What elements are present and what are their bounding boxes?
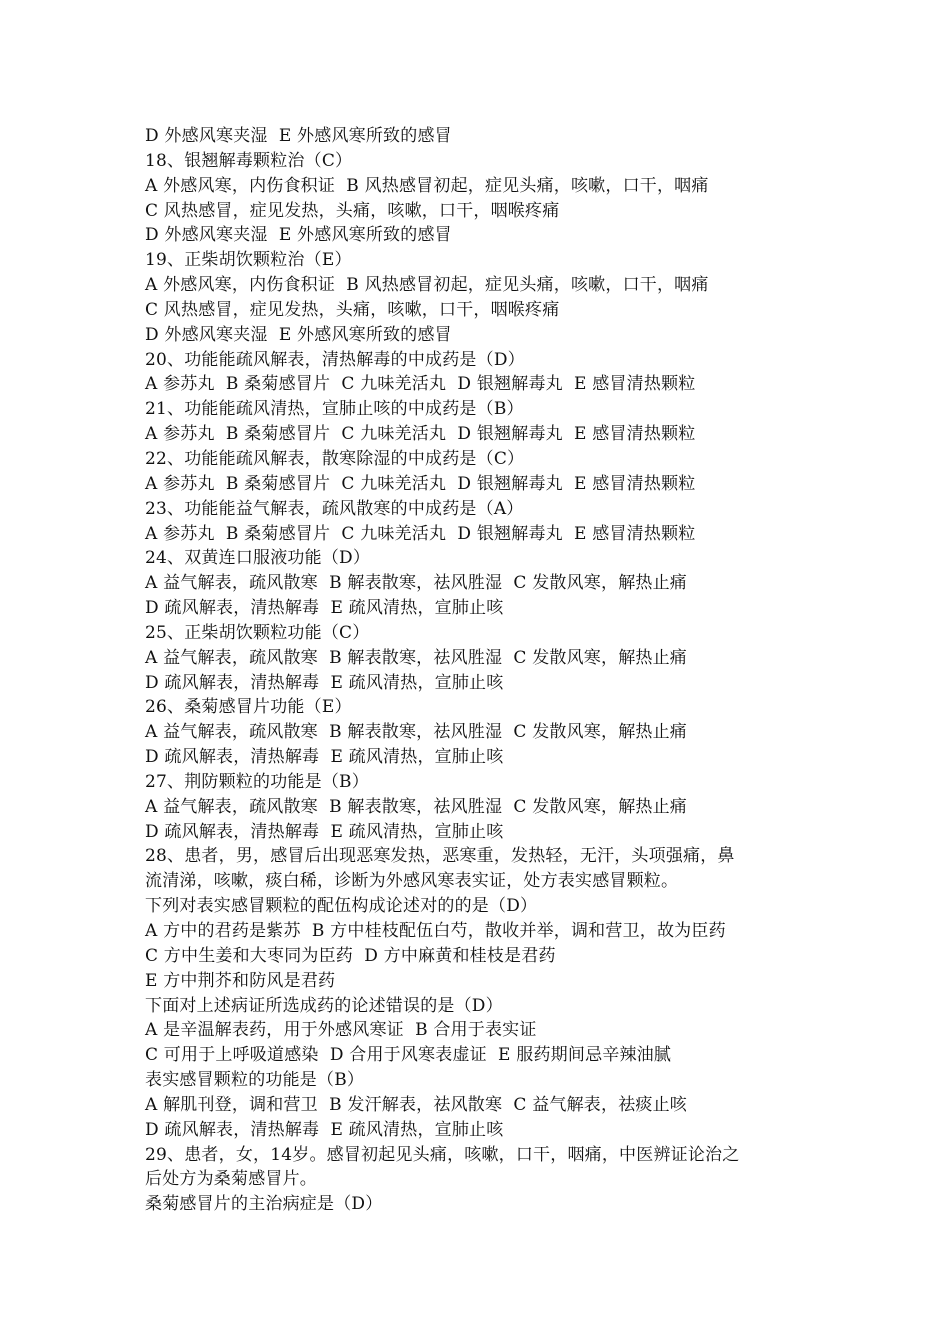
answer-options: A 外感风寒，内伤食积证 B 风热感冒初起，症见头痛，咳嗽，口干，咽痛 xyxy=(145,275,709,296)
question-title: 24、双黄连口服液功能（D） xyxy=(145,548,371,569)
answer-options: A 参苏丸 B 桑菊感冒片 C 九味羌活丸 D 银翘解毒丸 E 感冒清热颗粒 xyxy=(145,473,696,494)
answer-options: A 解肌刊登，调和营卫 B 发汗解表，祛风散寒 C 益气解表，祛痰止咳 xyxy=(145,1094,688,1115)
case-question-text: 29、患者，女，14岁。感冒初起见头痛，咳嗽，口干，咽痛，中医辨证论治之 xyxy=(145,1144,740,1165)
answer-options: A 益气解表，疏风散寒 B 解表散寒，祛风胜湿 C 发散风寒，解热止痛 xyxy=(145,573,688,594)
document-body xyxy=(145,124,825,1217)
answer-options: D 外感风寒夹湿 E 外感风寒所致的感冒 xyxy=(145,225,452,246)
answer-options: A 外感风寒，内伤食积证 B 风热感冒初起，症见头痛，咳嗽，口干，咽痛 xyxy=(145,175,709,196)
answer-options: A 参苏丸 B 桑菊感冒片 C 九味羌活丸 D 银翘解毒丸 E 感冒清热颗粒 xyxy=(145,374,696,395)
answer-options: A 参苏丸 B 桑菊感冒片 C 九味羌活丸 D 银翘解毒丸 E 感冒清热颗粒 xyxy=(145,424,696,445)
case-question-text: 流清涕，咳嗽，痰白稀，诊断为外感风寒表实证，处方表实感冒颗粒。 xyxy=(145,871,679,892)
question-title: 25、正柴胡饮颗粒功能（C） xyxy=(145,622,370,643)
answer-options: A 是辛温解表药，用于外感风寒证 B 合用于表实证 xyxy=(145,1020,537,1041)
sub-question-title: 桑菊感冒片的主治病症是（D） xyxy=(145,1194,383,1215)
sub-question-title: 表实感冒颗粒的功能是（B） xyxy=(145,1070,365,1091)
answer-options: D 疏风解表，清热解毒 E 疏风清热，宣肺止咳 xyxy=(145,672,504,693)
question-title: 21、功能能疏风清热，宣肺止咳的中成药是（B） xyxy=(145,399,524,420)
answer-options: A 益气解表，疏风散寒 B 解表散寒，祛风胜湿 C 发散风寒，解热止痛 xyxy=(145,796,688,817)
question-title: 22、功能能疏风解表，散寒除湿的中成药是（C） xyxy=(145,448,525,469)
case-question-text: 后处方为桑菊感冒片。 xyxy=(145,1169,317,1190)
question-title: 27、荆防颗粒的功能是（B） xyxy=(145,771,369,792)
answer-options: A 益气解表，疏风散寒 B 解表散寒，祛风胜湿 C 发散风寒，解热止痛 xyxy=(145,722,688,743)
case-question-text: 28、患者，男，感冒后出现恶寒发热，恶寒重，发热轻，无汗，头项强痛，鼻 xyxy=(145,846,735,867)
question-title: 23、功能能益气解表，疏风散寒的中成药是（A） xyxy=(145,498,524,519)
answer-options: C 风热感冒，症见发热，头痛，咳嗽，口干，咽喉疼痛 xyxy=(145,200,560,221)
answer-options: D 疏风解表，清热解毒 E 疏风清热，宣肺止咳 xyxy=(145,747,504,768)
answer-options: A 益气解表，疏风散寒 B 解表散寒，祛风胜湿 C 发散风寒，解热止痛 xyxy=(145,647,688,668)
sub-question-title: 下面对上述病证所选成药的论述错误的是（D） xyxy=(145,995,503,1016)
question-title: 26、桑菊感冒片功能（E） xyxy=(145,697,352,718)
question-title: 19、正柴胡饮颗粒治（E） xyxy=(145,250,352,271)
answer-options: A 参苏丸 B 桑菊感冒片 C 九味羌活丸 D 银翘解毒丸 E 感冒清热颗粒 xyxy=(145,523,696,544)
question-title: 20、功能能疏风解表，清热解毒的中成药是（D） xyxy=(145,349,525,370)
answer-options: D 疏风解表，清热解毒 E 疏风清热，宣肺止咳 xyxy=(145,1119,504,1140)
answer-options: C 可用于上呼吸道感染 D 合用于风寒表虚证 E 服药期间忌辛辣油腻 xyxy=(145,1045,672,1066)
text-line: D 外感风寒夹湿 E 外感风寒所致的感冒 xyxy=(145,126,452,146)
answer-options: C 方中生姜和大枣同为臣药 D 方中麻黄和桂枝是君药 xyxy=(145,945,556,966)
answer-options: D 疏风解表，清热解毒 E 疏风清热，宣肺止咳 xyxy=(145,821,504,842)
answer-options: D 外感风寒夹湿 E 外感风寒所致的感冒 xyxy=(145,324,452,345)
answer-options: E 方中荆芥和防风是君药 xyxy=(145,970,336,991)
answer-options: D 疏风解表，清热解毒 E 疏风清热，宣肺止咳 xyxy=(145,598,504,619)
answer-options: C 风热感冒，症见发热，头痛，咳嗽，口干，咽喉疼痛 xyxy=(145,299,560,320)
sub-question-title: 下列对表实感冒颗粒的配伍构成论述对的的是（D） xyxy=(145,896,538,917)
question-title: 18、银翘解毒颗粒治（C） xyxy=(145,150,353,171)
answer-options: A 方中的君药是紫苏 B 方中桂枝配伍白芍，散收并举，调和营卫，故为臣药 xyxy=(145,921,726,941)
